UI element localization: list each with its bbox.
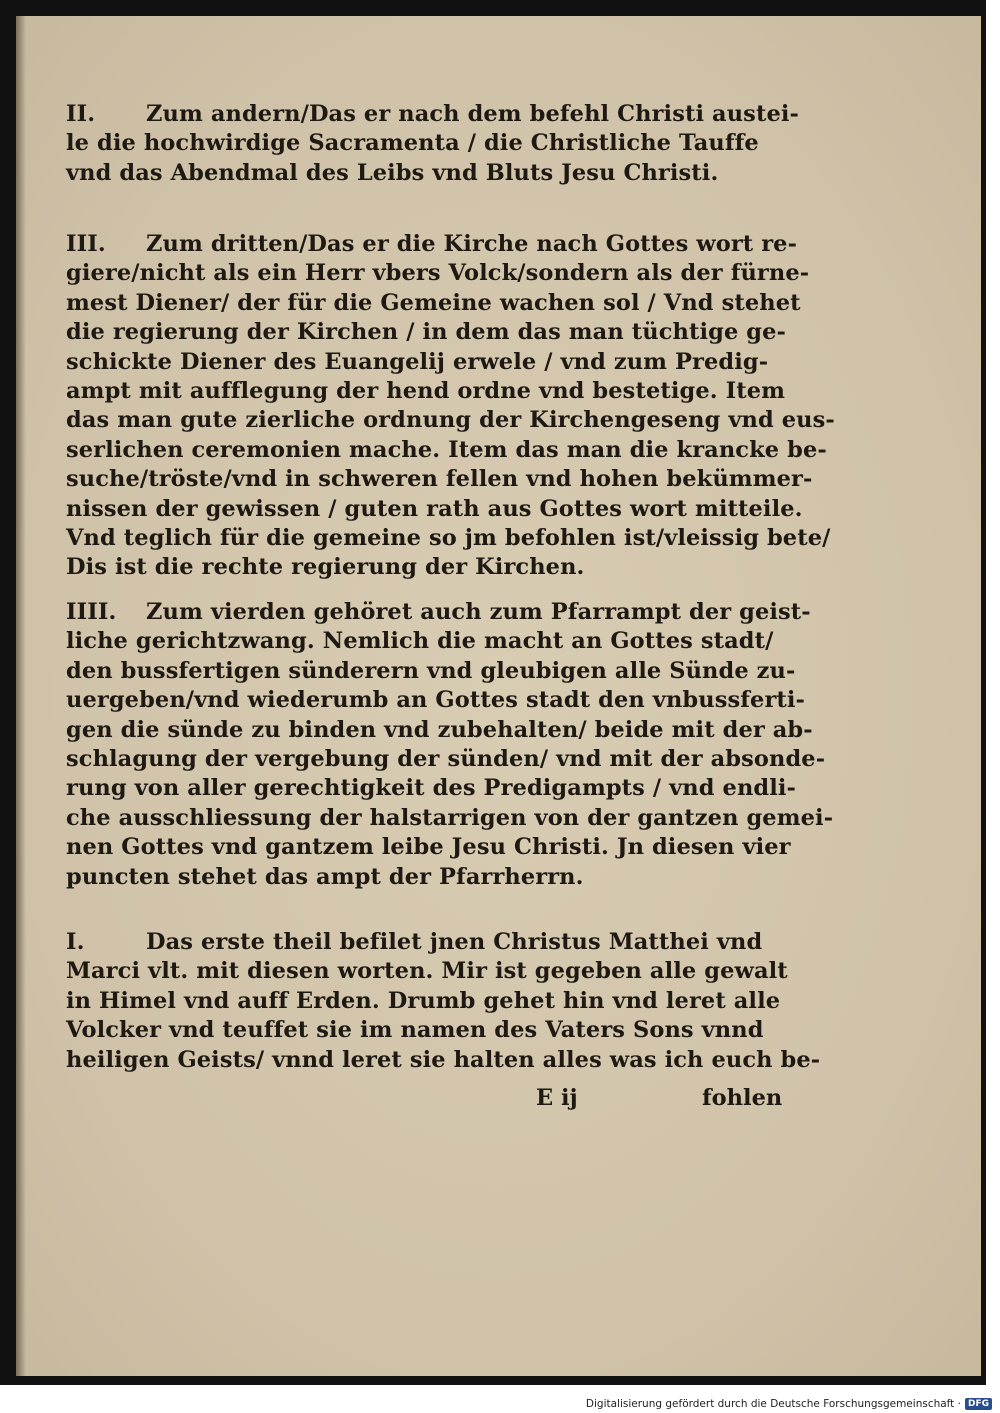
text-line: in Himel vnd auff Erden. Drumb gehet hin vnd leret alle (66, 987, 781, 1014)
text-line: IIII. Zum vierden gehöret auch zum Pfarrampt der geist- (66, 598, 833, 627)
page-gutter-shadow (16, 16, 26, 1376)
section-2 (66, 100, 799, 188)
text-line: Vnd teglich für die gemeine so jm befohlen ist/vleissig bete/ (66, 525, 831, 552)
digitization-credit (586, 1398, 992, 1410)
text-line: vnd das Abendmal des Leibs vnd Bluts Jesu Christi. (66, 159, 719, 186)
text-line: che ausschliessung der halstarrigen von der gantzen gemei- (66, 804, 834, 831)
text-line: ampt mit aufflegung der hend ordne vnd bestetige. Item (66, 378, 786, 405)
text-line: giere/nicht als ein Herr vbers Volck/sondern als der fürne- (66, 260, 810, 287)
signature-mark: E ij (536, 1085, 578, 1111)
text-line: die regierung der Kirchen / in dem das man tüchtige ge- (66, 319, 786, 346)
text-line: das man gute zierliche ordnung der Kirchengeseng vnd eus- (66, 407, 835, 434)
text-line: Marci vlt. mit diesen worten. Mir ist gegeben alle gewalt (66, 958, 788, 985)
section-number: II. (66, 101, 96, 127)
section-number: I. (66, 929, 85, 955)
text-line: II. Zum andern/Das er nach dem befehl Christi austei- (66, 100, 799, 129)
text-line: heiligen Geists/ vnnd leret sie halten alles was ich euch be- (66, 1046, 821, 1073)
text-line: schlagung der vergebung der sünden/ vnd mit der absonde- (66, 746, 826, 773)
text-line: nen Gottes vnd gantzem leibe Jesu Christi. Jn diesen vier (66, 834, 791, 861)
text-line: puncten stehet das ampt der Pfarrherrn. (66, 863, 584, 890)
text-line: rung von aller gerechtigkeit des Predigampts / vnd endli- (66, 775, 796, 802)
text-line: den bussfertigen sünderern vnd gleubigen alle Sünde zu- (66, 657, 796, 684)
text-line: mest Diener/ der für die Gemeine wachen sol / Vnd stehet (66, 289, 801, 316)
section-number: III. (66, 231, 106, 257)
text-line: serlichen ceremonien mache. Item das man die krancke be- (66, 436, 827, 463)
credit-text: Digitalisierung gefördert durch die Deutsche Forschungsgemeinschaft · (585, 1398, 961, 1410)
text-line: III. Zum dritten/Das er die Kirche nach Gottes wort re- (66, 230, 835, 259)
text-line: Dis ist die rechte regierung der Kirchen. (66, 554, 585, 581)
text-line: liche gerichtzwang. Nemlich die macht an Gottes stadt/ (66, 628, 774, 655)
section-3 (66, 230, 835, 583)
text-line: suche/tröste/vnd in schweren fellen vnd hohen bekümmer- (66, 466, 813, 493)
catchword: fohlen (702, 1085, 783, 1111)
text-line: uergeben/vnd wiederumb an Gottes stadt den vnbussferti- (66, 687, 805, 714)
text-line: Volcker vnd teuffet sie im namen des Vaters Sons vnnd (66, 1017, 764, 1044)
text-line: I. Das erste theil befilet jnen Christus Matthei vnd (66, 928, 820, 957)
section-number: IIII. (66, 599, 117, 625)
text-line: gen die sünde zu binden vnd zubehalten/ beide mit der ab- (66, 716, 813, 743)
section-1 (66, 928, 820, 1075)
dfg-logo-icon: DFG (965, 1398, 992, 1410)
book-page (16, 16, 981, 1376)
text-line: nissen der gewissen / guten rath aus Gottes wort mitteile. (66, 495, 803, 522)
text-line: schickte Diener des Euangelij erwele / vnd zum Predig- (66, 348, 769, 375)
text-line: le die hochwirdige Sacramenta / die Christliche Tauffe (66, 130, 759, 157)
section-4 (66, 598, 833, 892)
